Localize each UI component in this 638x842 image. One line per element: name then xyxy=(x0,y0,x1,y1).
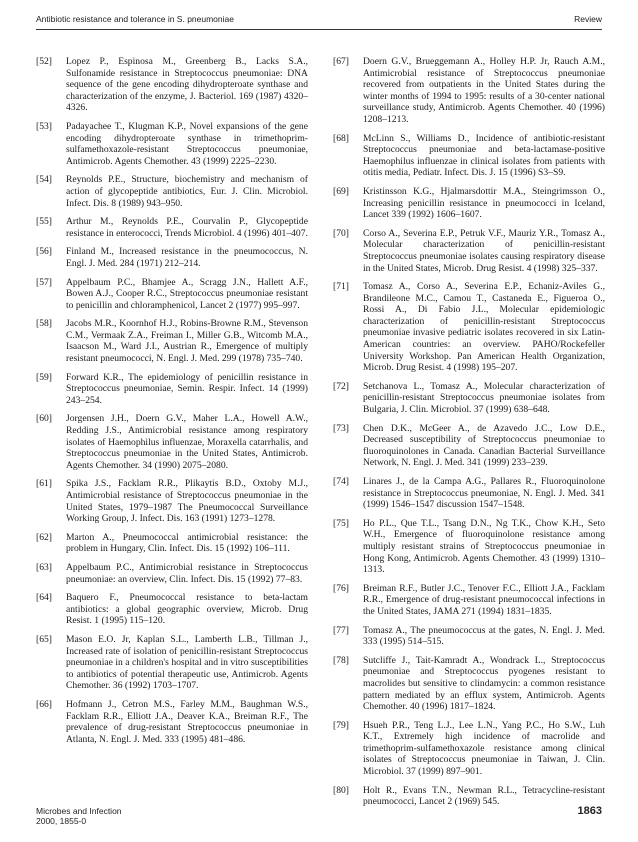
reference-number: [54] xyxy=(36,174,52,186)
reference-item xyxy=(36,246,308,269)
reference-text: Doern G.V., Brueggemann A., Holley H.P. Jr, Rauch A.M., Antimicrobial resistance of Streptococcus pneumoniae recovered from outpatients in the United States during the winter months of 1994 to 1995: results of a 30-center national surveillance study, Antimicrob. Agents Chemother. 40 (1996) 1208–1213. xyxy=(363,56,605,125)
reference-item xyxy=(333,281,605,374)
reference-text: Hsueh P.R., Teng L.J., Lee L.N., Yang P.C., Ho S.W., Luh K.T., Extremely high incidence of macrolide and trimethoprim-sulfamethoxazole resistance among clinical isolates of Streptococcus pneumoniae in Taiwan, J. Clin. Microbiol. 37 (1999) 897–901. xyxy=(363,719,605,778)
reference-item xyxy=(333,655,605,713)
journal-volume: 2000, 1855-0 xyxy=(36,816,87,826)
reference-item xyxy=(36,562,308,585)
reference-number: [74] xyxy=(333,476,349,487)
reference-text: Linares J., de la Campa A.G., Pallares R., Fluoroquinolone resistance in Streptococcus pneumoniae, N. Engl. J. Med. 341 (1999) 1546–1547 discussion 1547–1548. xyxy=(363,476,605,511)
reference-item xyxy=(36,372,308,407)
reference-text: Lopez P., Espinosa M., Greenberg B., Lacks S.A., Sulfonamide resistance in Streptococcus pneumoniae: DNA sequence of the gene encoding dihydropteroate synthase and characterization of the enzyme, J. Bacteriol. 169 (1987) 4320–4326. xyxy=(66,56,308,114)
reference-number: [64] xyxy=(36,592,52,604)
reference-number: [58] xyxy=(36,318,52,330)
reference-number: [73] xyxy=(333,422,349,434)
reference-item xyxy=(36,532,308,555)
reference-item xyxy=(333,476,605,511)
reference-text: Corso A., Severina E.P., Petruk V.F., Mauriz Y.R., Tomasz A., Molecular characterization of penicillin-resistant Streptococcus pneumoniae isolates causing respiratory disease in the United States, Microb. Drug Resist. 4 (1998) 325–337. xyxy=(363,227,605,274)
reference-number: [56] xyxy=(36,246,52,258)
reference-text: Kristinsson K.G., Hjalmarsdottir M.A., Steingrimsson O., Increasing penicillin resistance in pneumococci in Iceland, Lancet 339 (1992) 1606–1607. xyxy=(363,185,605,221)
reference-number: [57] xyxy=(36,276,52,288)
reference-text: Holt R., Evans T.N., Newman R.L., Tetracycline-resistant pneumococci, Lancet 2 (1969) 545. xyxy=(363,784,605,808)
reference-item xyxy=(36,318,308,364)
reference-text: Finland M., Increased resistance in the pneumococcus, N. Engl. J. Med. 284 (1971) 212–214. xyxy=(66,246,308,269)
reference-number: [72] xyxy=(333,380,349,392)
reference-number: [59] xyxy=(36,371,52,383)
reference-item xyxy=(36,216,308,239)
reference-text: Hofmann J., Cetron M.S., Farley M.M., Baughman W.S., Facklam R.R., Elliott J.A., Deaver K.A., Breiman R.F., The prevalence of drug-resistant Streptococcus pneumoniae in Atlanta, N. Engl. J. Med. 333 (1995) 481–486. xyxy=(66,698,308,745)
reference-item xyxy=(36,174,308,209)
reference-text: Chen D.K., McGeer A., de Azavedo J.C., Low D.E., Decreased susceptibility of Streptococcus pneumoniae to fluoroquinolones in Canada. Canadian Bacterial Surveillance Network, N. Engl. J. Med. 341 (1999) 233–239. xyxy=(363,422,605,469)
references-left-column xyxy=(36,56,308,752)
reference-text: Sutcliffe J., Tait-Kamradt A., Wondrack L., Streptococcus pneumoniae and Streptococcus pyogenes resistant to macrolides but sensitive to clindamycin: a common resistance pattern mediated by an efflux system, Antimicrob. Agents Chemother. 40 (1996) 1817–1824. xyxy=(363,654,605,713)
reference-number: [65] xyxy=(36,633,52,645)
reference-text: Tomasz A., The pneumococcus at the gates, N. Engl. J. Med. 333 (1995) 514–515. xyxy=(363,624,605,648)
reference-number: [63] xyxy=(36,561,52,573)
journal-name: Microbes and Infection xyxy=(36,806,122,816)
reference-item xyxy=(36,277,308,312)
reference-item xyxy=(333,381,605,416)
reference-text: Appelbaum P.C., Antimicrobial resistance in Streptococcus pneumoniae: an overview, Clin. Infect. Dis. 15 (1992) 77–83. xyxy=(66,561,308,585)
reference-text: Arthur M., Reynolds P.E., Courvalin P., Glycopeptide resistance in enterococci, Trends Microbiol. 4 (1996) 401–407. xyxy=(66,216,308,239)
reference-item xyxy=(36,699,308,745)
reference-number: [78] xyxy=(333,654,349,666)
reference-text: Reynolds P.E., Structure, biochemistry and mechanism of action of glycopeptide antibiotics, Eur. J. Clin. Microbiol. Infect. Dis. 8 (1989) 943–950. xyxy=(66,174,308,209)
reference-item xyxy=(333,625,605,648)
reference-number: [69] xyxy=(333,185,349,197)
reference-text: Appelbaum P.C., Bhamjee A., Scragg J.N., Hallett A.F., Bowen A.J., Cooper R.C., Streptococcus pneumoniae resistant to penicillin and chloramphenicol, Lancet 2 (1977) 995–997. xyxy=(66,276,308,311)
reference-number: [55] xyxy=(36,216,52,228)
reference-item xyxy=(333,56,605,126)
reference-item xyxy=(36,592,308,627)
reference-text: McLinn S., Williams D., Incidence of antibiotic-resistant Streptococcus pneumoniae and beta-lactamase-positive Haemophilus influenzae in clinical isolates from patients with otitis media, Pediatr. Infect. Dis. J. 15 (1996) S3–S9. xyxy=(363,132,605,179)
reference-text: Jorgensen J.H., Doern G.V., Maher L.A., Howell A.W., Redding J.S., Antimicrobial resistance among respiratory isolates of Haemophilus influenzae, Moraxella catarrhalis, and Streptococcus pneumoniae in the United States, Antimicrob. Agents Chemother. 34 (1990) 2075–2080. xyxy=(66,413,308,471)
reference-number: [60] xyxy=(36,413,52,425)
reference-item xyxy=(333,228,605,274)
references-right-column xyxy=(333,56,605,815)
reference-item xyxy=(333,785,605,808)
reference-number: [71] xyxy=(333,281,349,293)
reference-number: [80] xyxy=(333,784,349,796)
reference-item xyxy=(333,133,605,179)
reference-item xyxy=(333,186,605,221)
reference-item xyxy=(333,518,605,576)
header-rule xyxy=(36,29,602,30)
reference-text: Marton A., Pneumococcal antimicrobial resistance: the problem in Hungary, Clin. Infect. Dis. 15 (1992) 106–111. xyxy=(66,531,308,555)
reference-text: Baquero F., Pneumococcal resistance to beta-lactam antibiotics: a global geographic overview, Microb. Drug Resist. 1 (1995) 115–120. xyxy=(66,592,308,627)
reference-text: Forward K.R., The epidemiology of penicillin resistance in Streptococcus pneumoniae, Semin. Respir. Infect. 14 (1999) 243–254. xyxy=(66,371,308,406)
reference-text: Setchanova L., Tomasz A., Molecular characterization of penicillin-resistant Streptococcus pneumoniae isolates from Bulgaria, J. Clin. Microbiol. 37 (1999) 638–648. xyxy=(363,380,605,416)
reference-text: Breiman R.F., Butler J.C., Tenover F.C., Elliott J.A., Facklam R.R., Emergence of drug-resistant pneumococcal infections in the United States, JAMA 271 (1994) 1831–1835. xyxy=(363,582,605,617)
reference-text: Jacobs M.R., Koornhof H.J., Robins-Browne R.M., Stevenson C.M., Vermaak Z.A., Freiman I., Miller G.B., Witcomb M.A., Isaacson M., Ward J.I., Austrian R., Emergence of multiply resistant pneumococci, N. Engl. J. Med. 299 (1978) 735–740. xyxy=(66,318,308,365)
running-header xyxy=(36,14,602,28)
reference-text: Padayachee T., Klugman K.P., Novel expansions of the gene encoding dihydropteroate synthase in trimethoprim-sulfamethoxazole-resistant Streptococcus pneumoniae, Antimicrob. Agents Chemother. 43 (1999) 2225–2230. xyxy=(66,120,308,167)
reference-text: Ho P.L., Que T.L., Tsang D.N., Ng T.K., Chow K.H., Seto W.H., Emergence of fluoroquinolone resistance among multiply resistant strains of Streptococcus pneumoniae in Hong Kong, Antimicrob. Agents Chemother. 43 (1999) 1310–1313. xyxy=(363,517,605,576)
reference-number: [67] xyxy=(333,56,349,67)
reference-number: [75] xyxy=(333,517,349,529)
reference-number: [77] xyxy=(333,624,349,636)
reference-item xyxy=(333,720,605,778)
reference-item xyxy=(36,121,308,167)
reference-item xyxy=(36,478,308,524)
reference-item xyxy=(36,634,308,692)
reference-number: [52] xyxy=(36,56,52,67)
reference-item xyxy=(333,423,605,469)
reference-number: [68] xyxy=(333,132,349,144)
reference-text: Mason E.O. Jr, Kaplan S.L., Lamberth L.B., Tillman J., Increased rate of isolation of penicillin-resistant Streptococcus pneumoniae in a children's hospital and in vitro susceptibilities to antibiotics of potential therapeutic use, Antimicrob. Agents Chemother. 36 (1992) 1703–1707. xyxy=(66,633,308,692)
reference-item xyxy=(333,583,605,618)
reference-number: [70] xyxy=(333,227,349,239)
reference-text: Tomasz A., Corso A., Severina E.P., Echaniz-Aviles G., Brandileone M.C., Camou T., Castaneda E., Figueroa O., Rossi A., Di Fabio J.L., Molecular epidemiologic characterization of penicillin-resistant Streptococcus pneumoniae invasive pediatric isolates recovered in six Latin-American countries: an overview. PAHO/Rockefeller University Workshop. Pan American Health Organization, Microb. Drug Resist. 4 (1998) 195–207. xyxy=(363,281,605,374)
page-number: 1863 xyxy=(577,805,602,817)
running-title: Antibiotic resistance and tolerance in S. pneumoniae xyxy=(36,14,234,24)
reference-number: [53] xyxy=(36,120,52,132)
page-footer xyxy=(36,806,602,826)
reference-text: Spika J.S., Facklam R.R., Plikaytis B.D., Oxtoby M.J., Antimicrobial resistance of Streptococcus pneumoniae in the United States, 1979–1987 The Pneumococcal Surveillance Working Group, J. Infect. Dis. 163 (1991) 1273–1278. xyxy=(66,478,308,525)
reference-number: [61] xyxy=(36,478,52,490)
reference-item xyxy=(36,413,308,471)
reference-number: [79] xyxy=(333,719,349,731)
reference-number: [62] xyxy=(36,531,52,543)
reference-number: [66] xyxy=(36,698,52,710)
section-label: Review xyxy=(574,14,602,24)
reference-item xyxy=(36,56,308,114)
reference-number: [76] xyxy=(333,582,349,594)
